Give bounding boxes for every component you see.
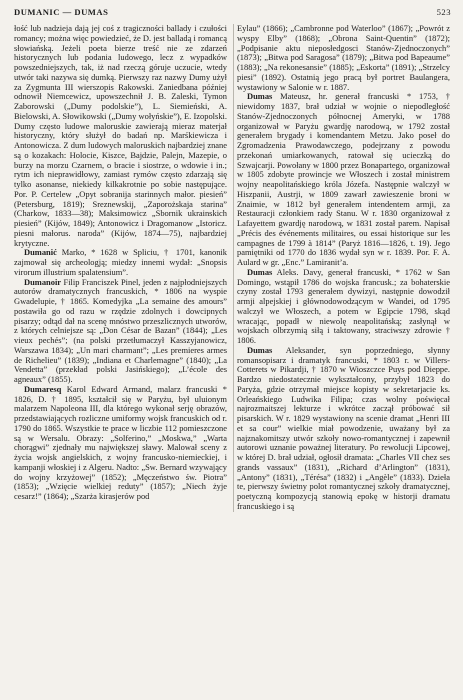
entry-continued-duma bbox=[14, 24, 227, 248]
entry-text: Filip Franciszek Pinel, jeden z najpłodniejszych autorów dramatycznych francuskich, * 1806 na wyspie Gwadelupie, † 1865. Komedyjka „La semaine des amours” postawiła go od razu w rzędzie zdolnych i dowcipnych pisarzy; odtąd dał na scenę mnóstwo przeszlicznych utworów, z których celniejsze są: „Don César de Bazan” (1844); „Les vieux pechés”; (na polski przetłumaczył Kasszyjanowicz, Warszawa 1834); „Un mari charmant”; „Les premieres armes de Richelieu” (1839); „Indiana et Charlemagne” (1840); „La Vendetta” (przekład polski Jasińskiego); „L’école des agneaux” (1855). bbox=[14, 276, 227, 384]
entry-headword: Dumanić bbox=[24, 247, 57, 258]
text-columns bbox=[14, 24, 451, 512]
left-column bbox=[14, 24, 227, 512]
entry-text: Karol Edward Armand, malarz francuski * 1826, D. † 1895, kształcił się w Paryżu, był uluionym malarzem Napoleona III, dla którego wykonał serję obrazów, przedstawiających rozliczne umiformy wojsk francuskich od r. 1790 do 1865. Wszystkie te prace w liczbie 112 pomieszczone są w Wersalu. Obrazy: „Solferino,” „Moskwa,” „Warta chorągwi” zjednały mu największej sławy. Malował sceny z życia wojsk angielskich, z wojny francusko-niemieckiej, i kampanji włoskiej i z Algeru. Nadto: „Sw. Bernard wzywający do wojny krzyżowej” (1852); „Męczeństwo św. Piotra” (1853); „Wzięcie wielkiej reduty” (1857); „Niech żyje cesarz!” (1864); „Szarża kirasjerów pod bbox=[14, 383, 227, 501]
entry-text: łość lub nadzieja dają jej coś z tragiczności ballady i czułości romancy; można więc powiedzieć, że D. jest balladą i romancą słowiańską. Jeżeli poeta bierze treść nie ze zdarzeń historycznych lub podania ludowego, lecz z wypadków powszedniejszych, tak, iż nad rzeczą góruje uczucie, wtedy utwór taki nazywa się dumką. Pierwszy raz nazwy Dumy użył za Zygmunta III wierszopis Rakowski. Zaniedbana później odnowił Niemcewicz, upowszechnił J. B. Zaleski, Tymon Zaborowski („Dumy podolskie”), L. Siemieński, A. Bielowski, A. Słowikowski („Dumy wołyńskie”), E. Izopolski. Dumy często ludowe maloruskie zawierają mieraz materjał historyczny, który służył do badań np. Marśkiewicza i Antonowicza. Z dum ludowych maloruskich najbardziej znane są o kozakach: Holocie, Kiszce, Bajdzie, Palejn, Mazepie, o burzy na morzu Czarnem, o bracie i siostrze, o wdowie i in.; rytm ich nieprawidłowy, zamiast rymów często zdarzają się tylko asonanse, niekiedy kilkakrotnie po sobie następujące. Por. P. Certelew „Opyt sobranija starinnych małor. piesień” (Petersburg, 1819); Sreznewskij, „Zaporożskaja starina” (Charkow, 1833—38); Maksimowicz „Sbornik ukrainskich piesień” (Kijów, 1849); Antonowicz i Dragomanow „Istoricz. piesni małorus. naroda” (Kijów, 1874—75), najbardziej krytyczne. bbox=[14, 23, 227, 248]
entry-headword: Dumanoir bbox=[24, 276, 62, 287]
entry-text: Aleksander, syn poprzedniego, słynny romansopisarz i dramatyk francuski, * 1803 r. w Villers-Cotterets w Pikardji, † 1870 w Wioszczce Puys pod Dieppe. Bardzo niedostatecznie wykształcony, przybył 1823 do Paryża, gdzie otrzymał miejsce kopisty w sekretarjacie ks. Orleańskiego Ludwika Filipa; czas wolny poświęcał najrozmaitszej lekturze i wkrótce zaczął próbować sił pisarskich. W r. 1829 wystawiony na scenie dramat „Henri III et sa cour” wielkie miał powodzenie, uważany był za najznakomitszy utwór szkoły nowo-romantycznej i zapewnił autorowi uznanie poważnej literatury. Po rewolucji Lipcowej, w której D. brał udział, ogłosił dramata: „Charles VII chez ses grands vassaux” (1831), „Richard d’Arlington” (1831), „Antony” (1831), „Térésa” (1832) i „Angèle” (1833). Dzieła te, pierwszy świetny polot romantycznej szkoły dramatycznej, poetyczną kompozycją stanowią epokę w historji dramatu francuskiego i są bbox=[237, 344, 450, 511]
entry-dumas-davy bbox=[237, 268, 450, 346]
entry-dumaresq bbox=[14, 385, 227, 502]
entry-headword: Dumas bbox=[247, 266, 273, 277]
entry-text: Aleks. Davy, generał francuski, * 1762 w San Domingo, wstąpił 1786 do wojska francusk.; za bohaterskie czyny został 1793 generałem dywizyi, następnie dowodził armji alpejskiej i głównodowodzącym w Wandei, od 1795 walczył we Włoszech, a potem w Egipcie 1798, skąd wracając, popadł w niewolę neapolitańską; zasłynął w wojskach olbrzymią siłą i taktowany, straciwszy zdrowie † 1806. bbox=[237, 266, 450, 345]
running-header bbox=[14, 7, 451, 21]
right-column bbox=[237, 24, 450, 512]
entry-headword: Dumas bbox=[247, 344, 273, 355]
entry-text: Mateusz, hr. generał francuski * 1753, † niewidomy 1837, brał udział w wojnie o niepodległość Stanów-Zjednoczonych północnej Ameryki, w 1788 organizował w Paryżu gwardję narodową, w 1792 został generałem brygady i komendantem Metzu. Jako poseł do Zgromadzenia Prawodawczego, podejrzany z powodu przekonań umiarkowanych, ratował się ucieczką do Szwajcarji. Powołany w 1800 przez Bonapartego, organizował w 1805 zdobyte prowincje we Włoszech i został ministrem wojny neapolitańskiego króla Józefa. Następnie walczył w Hiszpanii, Austrji, w 1809 zawarł zawieszenie broni w Znaimie, w 1812 był generałem intendentem armji, za Restauracji członkiem rady Stanu. W r. 1830 organizował z Lafayettem gwardję narodową, w 1831 został parem. Napisał „Précis des événements militaires, ou essai historique sur les campagnes de 1799 à 1814” (Paryż 1816—1826, t. 19). Jego pamiętniki od 1770 do 1836 wydał syn w r. 1839. Por. F. A. Aulard w gr. „Enc.” Lamiranit’a. bbox=[237, 91, 450, 267]
entry-text: Marko, * 1628 w Spliciu, † 1701, kanonik zajmował się archeologją; miedzy innemi wydał: „Snopsis virorum illustrium spalatensium”. bbox=[14, 247, 227, 277]
entry-headword: Dumaresq bbox=[24, 383, 62, 394]
entry-dumanic bbox=[14, 248, 227, 277]
entry-continued-dumaresq bbox=[237, 24, 450, 92]
entry-headword: Dumas bbox=[247, 91, 273, 102]
running-title: DUMANIC — DUMAS bbox=[14, 7, 109, 17]
entry-dumas-mateusz bbox=[237, 92, 450, 268]
entry-text: Eylau” (1866); „Cambronne pod Waterloo” (1867); „Powrót z wyspy Elby” (1868); „Obrona Saint-Quentin” (1872); „Podpisanie aktu nieposłedgosci Stanów-Zjednoczonych” (1873); „Bitwa pod Saragosa” (1879); „Bitwa pod Bapeaume” (1883); „Na rekonesansie” (1885); „Eskorta” (1891); „Strzelcy piesi” (1892). Ostatnią jego pracą był portret Baulangera, wystawiony w Salonie w r. 1887. bbox=[237, 23, 450, 92]
page-number: 523 bbox=[436, 7, 451, 17]
entry-dumas-aleksander bbox=[237, 346, 450, 512]
entry-dumanoir bbox=[14, 278, 227, 385]
